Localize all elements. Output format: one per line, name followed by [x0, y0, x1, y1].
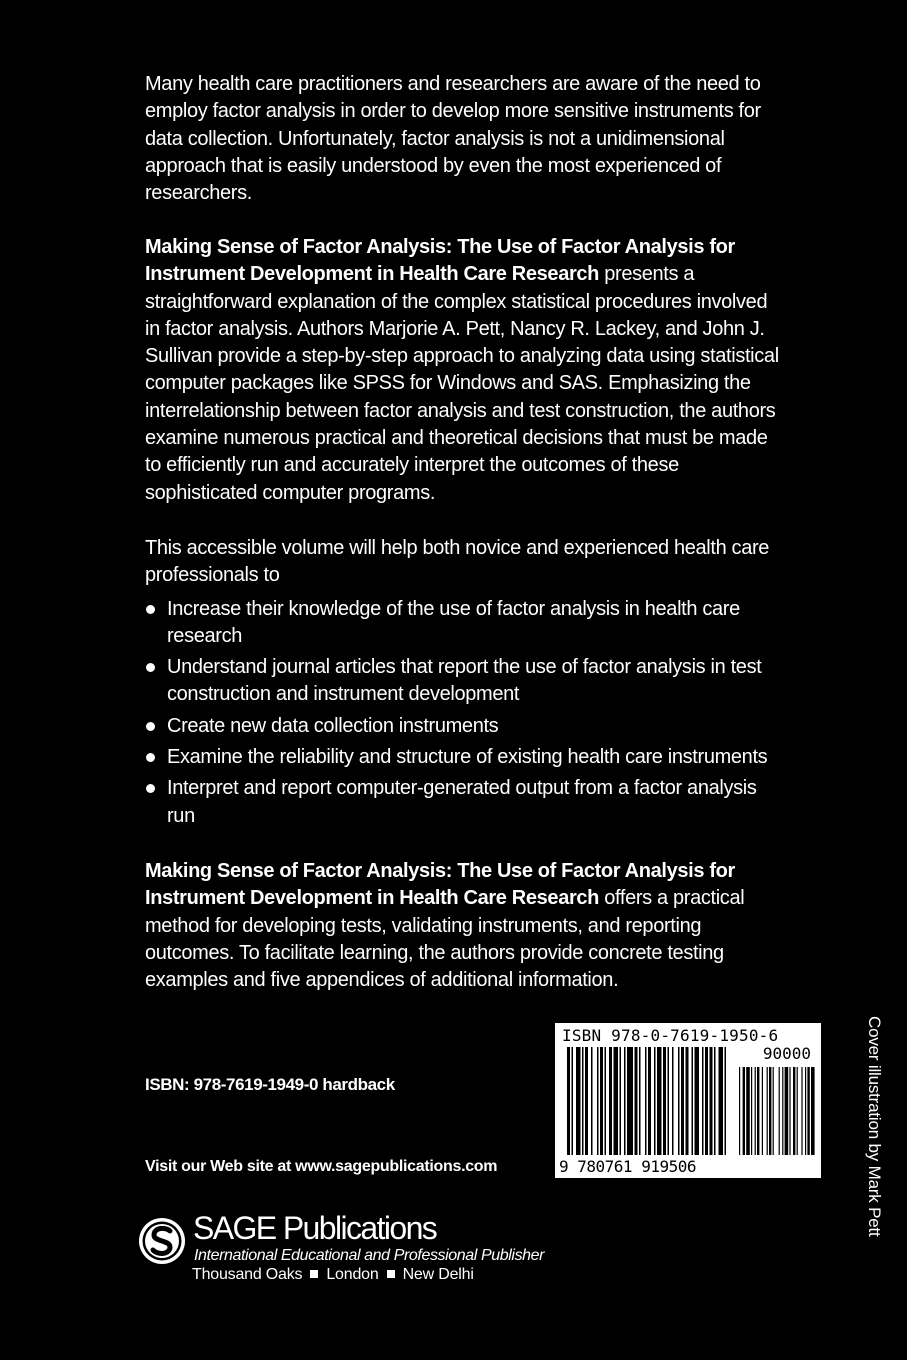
sage-logo-icon	[137, 1216, 187, 1266]
city: New Delhi	[402, 1266, 474, 1283]
website-text: Visit our Web site at www.sagepublications.com	[145, 1158, 498, 1175]
list-item: Understand journal articles that report the use of factor analysis in test construction and instrument development	[145, 654, 785, 709]
benefits-section	[145, 535, 785, 834]
description-paragraph	[145, 234, 785, 507]
book-title-repeat: Making Sense of Factor Analysis: The Use of Factor Analysis for Instrument Development in Health Care Research	[145, 860, 735, 910]
list-item: Increase their knowledge of the use of factor analysis in health care research	[145, 596, 785, 651]
barcode-price: 90000	[762, 1044, 811, 1063]
description-text: presents a straightforward explanation of the complex statistical procedures involved in factor analysis. Authors Marjorie A. Pett, Nancy R. Lackey, and John J. Sullivan provide a step-by-step approach to analyzing data using statistical computer packages like SPSS for Windows and SAS. Emphasizing the interrelationship between factor analysis and test construction, the authors examine numerous practical and theoretical decisions that must be made to efficiently run and accurately interpret the outcomes of these sophisticated computer programs.	[145, 263, 779, 504]
barcode-isbn: ISBN 978-0-7619-1950-6	[562, 1026, 779, 1045]
city: Thousand Oaks	[192, 1266, 303, 1283]
list-item: Create new data collection instruments	[145, 713, 785, 740]
closing-text: offers a practical method for developing tests, validating instruments, and reporting outcomes. To facilitate learning, the authors provide concrete testing examples and five appendices of additional information.	[145, 887, 745, 992]
intro-paragraph	[145, 71, 785, 207]
publisher-cities	[192, 1266, 474, 1284]
publisher-tagline: International Educational and Professional Publisher	[194, 1247, 545, 1264]
city: London	[326, 1266, 379, 1283]
separator-square-icon	[310, 1270, 318, 1278]
intro-text: Many health care practitioners and researchers are aware of the need to employ factor analysis in order to develop more sensitive instruments for data collection. Unfortunately, factor analysis is not a unidimensional approach that is easily understood by even the most experienced of researchers.	[145, 73, 761, 205]
isbn-hardback: ISBN: 978-7619-1949-0 hardback	[145, 1075, 395, 1094]
publisher-name: SAGE Publications	[193, 1210, 437, 1246]
separator-square-icon	[387, 1270, 395, 1278]
list-item: Examine the reliability and structure of existing health care instruments	[145, 744, 785, 771]
benefits-list	[145, 596, 785, 830]
barcode-block	[555, 1023, 821, 1178]
list-item: Interpret and report computer-generated output from a factor analysis run	[145, 775, 785, 830]
book-title: Making Sense of Factor Analysis: The Use of Factor Analysis for Instrument Development in Health Care Research	[145, 236, 735, 286]
barcode-number: 9 780761 919506	[559, 1157, 696, 1176]
cover-credit: Cover illustration by Mark Pett	[865, 1016, 884, 1237]
closing-paragraph	[145, 858, 785, 994]
benefits-intro: This accessible volume will help both novice and experienced health care professionals to	[145, 537, 770, 587]
